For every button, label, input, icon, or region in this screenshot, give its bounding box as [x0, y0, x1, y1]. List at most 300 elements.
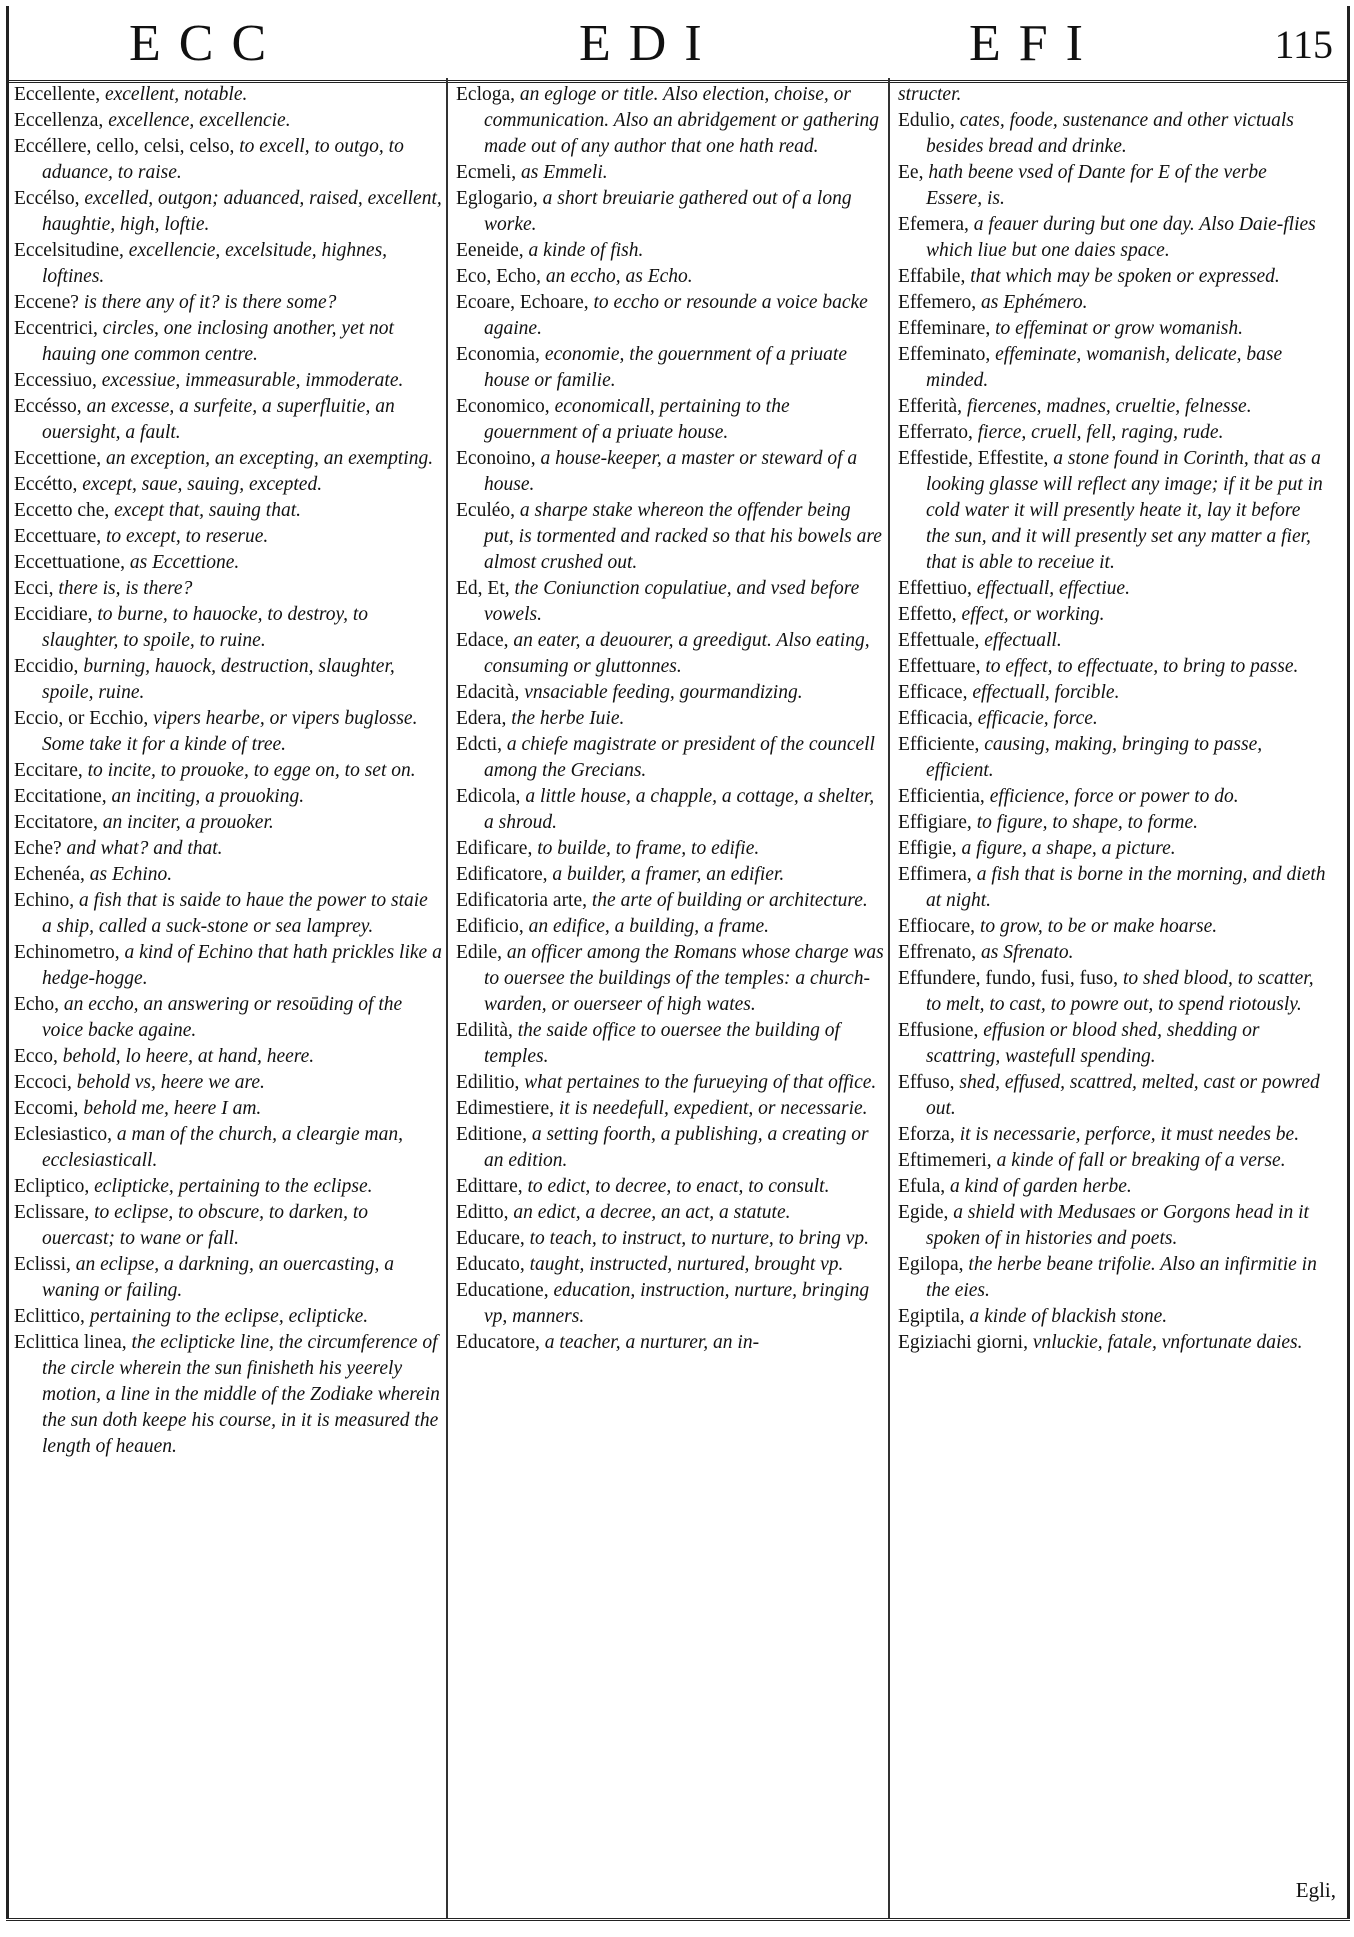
- entry-definition: a fish that is borne in the morning, and dieth at night.: [926, 864, 1326, 911]
- entry-headword: Edificare,: [456, 838, 533, 859]
- entry-definition: structer.: [898, 84, 962, 105]
- dictionary-entry: [14, 706, 442, 758]
- entry-definition: except, saue, sauing, excepted.: [82, 474, 323, 495]
- entry-definition: a man of the church, a cleargie man, ecclesiasticall.: [42, 1124, 404, 1171]
- dictionary-entry: [14, 888, 442, 940]
- entry-definition: that which may be spoken or expressed.: [970, 266, 1280, 287]
- entry-headword: Egiziachi giorni,: [898, 1332, 1028, 1353]
- dictionary-entry: [14, 290, 442, 316]
- entry-headword: Echino,: [14, 890, 75, 911]
- running-header: [9, 6, 1347, 83]
- dictionary-entry: [898, 862, 1326, 914]
- dictionary-entry: [456, 1174, 884, 1200]
- entry-definition: a sharpe stake whereon the offender being put, is tormented and racked so that his bowels are almost crushed out.: [484, 500, 882, 573]
- entry-definition: economicall, pertaining to the gouernment of a priuate house.: [484, 396, 790, 443]
- entry-definition: effectuall, effectiue.: [976, 578, 1130, 599]
- entry-headword: Edificatore,: [456, 864, 548, 885]
- entry-headword: Effemero,: [898, 292, 977, 313]
- entry-definition: an egloge or title. Also election, choise, or communication. Also an abridgement or gathering made out of any author that one hath read.: [484, 84, 880, 157]
- dictionary-entry: [898, 1018, 1326, 1070]
- entry-definition: efficacie, force.: [977, 708, 1098, 729]
- entry-headword: Educare,: [456, 1228, 525, 1249]
- dictionary-entry: [898, 732, 1326, 784]
- entry-definition: effusion or blood shed, shedding or scattring, wastefull spending.: [926, 1020, 1260, 1067]
- entry-headword: Ecliptico,: [14, 1176, 90, 1197]
- dictionary-entry: [456, 914, 884, 940]
- entry-definition: behold, lo heere, at hand, heere.: [62, 1046, 315, 1067]
- dictionary-entry: [14, 1096, 442, 1122]
- entry-headword: Efficientia,: [898, 786, 985, 807]
- entry-headword: Econoino,: [456, 448, 536, 469]
- dictionary-entry: [14, 992, 442, 1044]
- dictionary-entry: [14, 940, 442, 992]
- entry-definition: a little house, a chapple, a cottage, a shelter, a shroud.: [484, 786, 875, 833]
- entry-headword: Economia,: [456, 344, 540, 365]
- dictionary-entry: [898, 1122, 1326, 1148]
- entry-headword: Effimera,: [898, 864, 972, 885]
- entry-headword: Eccitatione,: [14, 786, 107, 807]
- entry-definition: to incite, to prouoke, to egge on, to set on.: [87, 760, 416, 781]
- dictionary-entry: [898, 602, 1326, 628]
- entry-headword: Edulio,: [898, 110, 955, 131]
- entry-headword: Eccettuatione,: [14, 552, 125, 573]
- column-3: [898, 82, 1326, 1900]
- entry-definition: to effeminat or grow womanish.: [995, 318, 1244, 339]
- dictionary-entry: [898, 82, 1326, 108]
- entry-definition: a kind of garden herbe.: [949, 1176, 1132, 1197]
- entry-headword: Eccio, or Ecchio,: [14, 708, 149, 729]
- entry-headword: Echo,: [14, 994, 59, 1015]
- entry-headword: Eccelsitudine,: [14, 240, 124, 261]
- entry-definition: taught, instructed, nurtured, brought vp.: [529, 1254, 844, 1275]
- entry-definition: behold vs, heere we are.: [76, 1072, 265, 1093]
- dictionary-entry: [898, 316, 1326, 342]
- dictionary-entry: [14, 524, 442, 550]
- entry-definition: excessiue, immeasurable, immoderate.: [101, 370, 404, 391]
- entry-headword: Eglogario,: [456, 188, 538, 209]
- entry-headword: Eclesiastico,: [14, 1124, 113, 1145]
- dictionary-entry: [14, 602, 442, 654]
- dictionary-entry: [14, 498, 442, 524]
- entry-headword: Eeneide,: [456, 240, 524, 261]
- dictionary-entry: [14, 472, 442, 498]
- dictionary-entry: [456, 446, 884, 498]
- entry-headword: Eco, Echo,: [456, 266, 542, 287]
- dictionary-entry: [14, 1304, 442, 1330]
- dictionary-entry: [456, 1200, 884, 1226]
- entry-headword: Eccettuare,: [14, 526, 102, 547]
- entry-definition: the saide office to ouersee the building of temples.: [484, 1020, 840, 1067]
- entry-headword: Egiptila,: [898, 1306, 965, 1327]
- entry-definition: an inciting, a prouoking.: [111, 786, 305, 807]
- entry-headword: Edace,: [456, 630, 509, 651]
- entry-definition: an edict, a decree, an act, a statute.: [513, 1202, 791, 1223]
- entry-headword: Eccidiare,: [14, 604, 93, 625]
- entry-headword: Ed, Et,: [456, 578, 510, 599]
- dictionary-entry: [14, 862, 442, 888]
- entry-headword: Eculéo,: [456, 500, 516, 521]
- entry-definition: the eclipticke line, the circumference of the circle wherein the sun finisheth his yeerely motion, a line in the middle of the Zodiake wherein the sun doth keepe his course, in it is measured the length of heauen.: [42, 1332, 440, 1457]
- header-left-guide: ECC: [129, 15, 285, 72]
- dictionary-entry: [456, 394, 884, 446]
- entry-headword: Effusione,: [898, 1020, 979, 1041]
- bottom-rule: [6, 1918, 1350, 1921]
- column-divider-1: [446, 78, 448, 1918]
- dictionary-entry: [14, 1330, 442, 1460]
- entry-headword: Effiocare,: [898, 916, 976, 937]
- entry-definition: a figure, a shape, a picture.: [961, 838, 1176, 859]
- entry-definition: the herbe Iuie.: [511, 708, 625, 729]
- entry-definition: a builder, a framer, an edifier.: [552, 864, 785, 885]
- dictionary-entry: [456, 940, 884, 1018]
- entry-definition: an exception, an excepting, an exempting.: [106, 448, 434, 469]
- dictionary-entry: [14, 446, 442, 472]
- dictionary-entry: [456, 1018, 884, 1070]
- dictionary-entry: [14, 186, 442, 238]
- dictionary-entry: [456, 732, 884, 784]
- entry-headword: Eccomi,: [14, 1098, 79, 1119]
- entry-definition: to eccho or resounde a voice backe againe.: [484, 292, 868, 339]
- entry-definition: to grow, to be or make hoarse.: [979, 916, 1218, 937]
- column-2: [456, 82, 884, 1900]
- entry-headword: Effetto,: [898, 604, 957, 625]
- entry-definition: what pertaines to the furueying of that office.: [524, 1072, 877, 1093]
- dictionary-entry: [14, 576, 442, 602]
- entry-definition: effeminate, womanish, delicate, base minded.: [926, 344, 1283, 391]
- entry-headword: Effettuare,: [898, 656, 981, 677]
- dictionary-entry: [898, 160, 1326, 212]
- entry-definition: behold me, heere I am.: [83, 1098, 262, 1119]
- entry-definition: shed, effused, scattred, melted, cast or powred out.: [926, 1072, 1320, 1119]
- entry-definition: education, instruction, nurture, bringing vp, manners.: [484, 1280, 870, 1327]
- entry-definition: cates, foode, sustenance and other victuals besides bread and drinke.: [926, 110, 1294, 157]
- dictionary-entry: [898, 290, 1326, 316]
- entry-headword: Efficiente,: [898, 734, 980, 755]
- entry-headword: Eclittico,: [14, 1306, 85, 1327]
- entry-headword: Eccettione,: [14, 448, 102, 469]
- dictionary-entry: [456, 862, 884, 888]
- entry-definition: a house-keeper, a master or steward of a house.: [484, 448, 858, 495]
- entry-definition: a short breuiarie gathered out of a long worke.: [484, 188, 852, 235]
- entry-headword: Efula,: [898, 1176, 946, 1197]
- entry-definition: eclipticke, pertaining to the eclipse.: [94, 1176, 373, 1197]
- entry-headword: Ecoare, Echoare,: [456, 292, 589, 313]
- dictionary-entry: [456, 888, 884, 914]
- entry-headword: Eftimemeri,: [898, 1150, 992, 1171]
- dictionary-entry: [898, 1200, 1326, 1252]
- entry-headword: Egilopa,: [898, 1254, 964, 1275]
- entry-definition: vnluckie, fatale, vnfortunate daies.: [1032, 1332, 1303, 1353]
- entry-headword: Edificio,: [456, 916, 524, 937]
- entry-definition: burning, hauock, destruction, slaughter, spoile, ruine.: [42, 656, 395, 703]
- entry-definition: circles, one inclosing another, yet not hauing one common centre.: [42, 318, 394, 365]
- dictionary-entry: [898, 1070, 1326, 1122]
- entry-definition: excellent, notable.: [104, 84, 248, 105]
- entry-definition: the arte of building or architecture.: [591, 890, 868, 911]
- entry-headword: Effettiuo,: [898, 578, 972, 599]
- entry-headword: Efemera,: [898, 214, 969, 235]
- dictionary-entry: [898, 264, 1326, 290]
- dictionary-entry: [14, 82, 442, 108]
- dictionary-entry: [456, 1070, 884, 1096]
- entry-definition: a shield with Medusaes or Gorgons head in it spoken of in histories and poets.: [926, 1202, 1309, 1249]
- entry-headword: Edera,: [456, 708, 507, 729]
- dictionary-entry: [898, 914, 1326, 940]
- entry-headword: Edittare,: [456, 1176, 523, 1197]
- entry-definition: an inciter, a prouoker.: [102, 812, 274, 833]
- entry-definition: to builde, to frame, to edifie.: [537, 838, 760, 859]
- dictionary-entry: [456, 342, 884, 394]
- entry-headword: Effeminare,: [898, 318, 991, 339]
- dictionary-entry: [898, 342, 1326, 394]
- entry-definition: fiercenes, madnes, crueltie, felnesse.: [966, 396, 1252, 417]
- dictionary-entry: [14, 654, 442, 706]
- dictionary-entry: [456, 82, 884, 160]
- dictionary-entry: [898, 966, 1326, 1018]
- dictionary-entry: [456, 1122, 884, 1174]
- entry-headword: Eccoci,: [14, 1072, 72, 1093]
- entry-headword: Edacità,: [456, 682, 520, 703]
- entry-headword: Ee,: [898, 162, 924, 183]
- entry-definition: an eccho, an answering or resoūding of the voice backe againe.: [42, 994, 403, 1041]
- entry-definition: to edict, to decree, to enact, to consult.: [527, 1176, 830, 1197]
- entry-headword: Educatione,: [456, 1280, 549, 1301]
- catchword: Egli,: [1295, 1878, 1336, 1902]
- dictionary-entry: [456, 264, 884, 290]
- entry-definition: a stone found in Corinth, that as a looking glasse will reflect any image; if it be put in cold water it will presently heate it, lay it before the sun, and it will presently set any matter a fier, that is able to receiue it.: [926, 448, 1323, 573]
- entry-definition: the Coniunction copulatiue, and vsed before vowels.: [484, 578, 860, 625]
- entry-headword: Eccellente,: [14, 84, 101, 105]
- dictionary-entry: [14, 784, 442, 810]
- entry-definition: a teacher, a nurturer, an in-: [544, 1332, 760, 1353]
- entry-headword: Efferità,: [898, 396, 963, 417]
- entry-headword: Eccetto che,: [14, 500, 110, 521]
- entry-definition: excellence, excellencie.: [108, 110, 291, 131]
- dictionary-entry: [898, 394, 1326, 420]
- dictionary-entry: [898, 1330, 1326, 1356]
- entry-definition: an excesse, a surfeite, a superfluitie, an ouersight, a fault.: [42, 396, 395, 443]
- entry-definition: as Eccettione.: [129, 552, 240, 573]
- dictionary-entry: [898, 446, 1326, 576]
- entry-headword: Effabile,: [898, 266, 966, 287]
- dictionary-entry: [456, 680, 884, 706]
- entry-definition: an edifice, a building, a frame.: [528, 916, 770, 937]
- dictionary-entry: [898, 680, 1326, 706]
- entry-definition: to effect, to effectuate, to bring to passe.: [985, 656, 1299, 677]
- entry-definition: causing, making, bringing to passe, efficient.: [926, 734, 1263, 781]
- entry-headword: Edcti,: [456, 734, 503, 755]
- entry-headword: Ecmeli,: [456, 162, 517, 183]
- dictionary-entry: [456, 1252, 884, 1278]
- dictionary-entry: [898, 628, 1326, 654]
- entry-definition: to figure, to shape, to forme.: [976, 812, 1199, 833]
- dictionary-entry: [456, 1226, 884, 1252]
- entry-headword: Edilitio,: [456, 1072, 520, 1093]
- dictionary-entry: [898, 576, 1326, 602]
- entry-definition: an eclipse, a darkning, an ouercasting, a waning or failing.: [42, 1254, 395, 1301]
- dictionary-entry: [14, 836, 442, 862]
- entry-headword: Educato,: [456, 1254, 525, 1275]
- dictionary-entry: [898, 420, 1326, 446]
- dictionary-entry: [14, 1044, 442, 1070]
- dictionary-entry: [456, 160, 884, 186]
- entry-headword: Editione,: [456, 1124, 527, 1145]
- entry-definition: hath beene vsed of Dante for E of the verbe Essere, is.: [926, 162, 1267, 209]
- entry-headword: Eccésso,: [14, 396, 82, 417]
- entry-headword: Eforza,: [898, 1124, 955, 1145]
- entry-definition: excellencie, excelsitude, highnes, loftines.: [42, 240, 388, 287]
- entry-definition: effectuall, forcible.: [972, 682, 1120, 703]
- dictionary-entry: [14, 1070, 442, 1096]
- entry-definition: to eclipse, to obscure, to darken, to ouercast; to wane or fall.: [42, 1202, 368, 1249]
- dictionary-entry: [898, 1252, 1326, 1304]
- entry-headword: Eche?: [14, 838, 62, 859]
- dictionary-entry: [14, 758, 442, 784]
- entry-headword: Efferrato,: [898, 422, 973, 443]
- entry-definition: except that, sauing that.: [114, 500, 301, 521]
- entry-headword: Eccitare,: [14, 760, 83, 781]
- entry-definition: to excell, to outgo, to aduance, to raise.: [42, 136, 404, 183]
- dictionary-entry: [898, 108, 1326, 160]
- entry-definition: a kinde of fall or breaking of a verse.: [996, 1150, 1286, 1171]
- entry-headword: Ecloga,: [456, 84, 516, 105]
- entry-definition: it is necessarie, perforce, it must needes be.: [959, 1124, 1300, 1145]
- entry-headword: Effestide, Effestite,: [898, 448, 1049, 469]
- entry-headword: Ecci,: [14, 578, 54, 599]
- entry-headword: Educatore,: [456, 1332, 540, 1353]
- entry-definition: vipers hearbe, or vipers buglosse. Some take it for a kinde of tree.: [42, 708, 418, 755]
- dictionary-entry: [456, 498, 884, 576]
- entry-headword: Effigie,: [898, 838, 957, 859]
- dictionary-entry: [456, 576, 884, 628]
- entry-definition: a kinde of blackish stone.: [969, 1306, 1168, 1327]
- entry-definition: a kind of Echino that hath prickles like a hedge-hogge.: [42, 942, 442, 989]
- dictionary-entry: [898, 810, 1326, 836]
- dictionary-entry: [456, 186, 884, 238]
- entry-headword: Eccentrici,: [14, 318, 98, 339]
- entry-headword: Eccessiuo,: [14, 370, 97, 391]
- entry-headword: Edificatoria arte,: [456, 890, 588, 911]
- dictionary-entry: [14, 810, 442, 836]
- entry-headword: Effuso,: [898, 1072, 955, 1093]
- dictionary-entry: [456, 1330, 884, 1356]
- page-number: 115: [1274, 22, 1333, 67]
- entry-definition: excelled, outgon; aduanced, raised, excellent, haughtie, high, loftie.: [42, 188, 442, 235]
- entry-definition: to shed blood, to scatter, to melt, to cast, to powre out, to spend riotously.: [926, 968, 1314, 1015]
- entry-definition: there is, is there?: [58, 578, 193, 599]
- dictionary-entry: [14, 1122, 442, 1174]
- dictionary-entry: [14, 394, 442, 446]
- entry-definition: it is needefull, expedient, or necessarie.: [558, 1098, 868, 1119]
- entry-headword: Eccene?: [14, 292, 79, 313]
- entry-headword: Eccéllere, cello, celsi, celso,: [14, 136, 235, 157]
- entry-definition: effect, or working.: [961, 604, 1105, 625]
- entry-definition: to teach, to instruct, to nurture, to bring vp.: [529, 1228, 870, 1249]
- entry-headword: Efficace,: [898, 682, 968, 703]
- entry-definition: vnsaciable feeding, gourmandizing.: [524, 682, 803, 703]
- dictionary-entry: [14, 238, 442, 290]
- entry-definition: an eater, a deuourer, a greedigut. Also eating, consuming or gluttonnes.: [484, 630, 870, 677]
- entry-headword: Eccétto,: [14, 474, 78, 495]
- dictionary-entry: [456, 706, 884, 732]
- dictionary-entry: [898, 1148, 1326, 1174]
- dictionary-entry: [456, 628, 884, 680]
- entry-headword: Eclittica linea,: [14, 1332, 127, 1353]
- entry-definition: a setting foorth, a publishing, a creating or an edition.: [484, 1124, 869, 1171]
- entry-headword: Eccellenza,: [14, 110, 104, 131]
- dictionary-entry: [456, 1278, 884, 1330]
- entry-headword: Effettuale,: [898, 630, 980, 651]
- entry-headword: Effigiare,: [898, 812, 972, 833]
- entry-headword: Eccidio,: [14, 656, 79, 677]
- dictionary-entry: [898, 836, 1326, 862]
- entry-definition: as Echino.: [89, 864, 173, 885]
- dictionary-entry: [456, 784, 884, 836]
- dictionary-entry: [14, 1252, 442, 1304]
- entry-headword: Edicola,: [456, 786, 521, 807]
- entry-definition: economie, the gouernment of a priuate house or familie.: [484, 344, 847, 391]
- entry-headword: Eclissare,: [14, 1202, 90, 1223]
- dictionary-entry: [898, 1174, 1326, 1200]
- dictionary-entry: [14, 1200, 442, 1252]
- entry-headword: Edile,: [456, 942, 503, 963]
- dictionary-entry: [898, 940, 1326, 966]
- dictionary-entry: [14, 550, 442, 576]
- dictionary-entry: [14, 1174, 442, 1200]
- entry-definition: an eccho, as Echo.: [545, 266, 693, 287]
- entry-headword: Eclissi,: [14, 1254, 71, 1275]
- entry-headword: Economico,: [456, 396, 550, 417]
- dictionary-entry: [14, 368, 442, 394]
- entry-headword: Ecco,: [14, 1046, 58, 1067]
- entry-definition: a chiefe magistrate or president of the councell among the Grecians.: [484, 734, 875, 781]
- dictionary-entry: [456, 836, 884, 862]
- entry-definition: an officer among the Romans whose charge was to ouersee the buildings of the temples: a church-warden, or ouerseer of high wates.: [484, 942, 884, 1015]
- entry-definition: is there any of it? is there some?: [83, 292, 337, 313]
- entry-definition: to except, to reserue.: [106, 526, 269, 547]
- entry-definition: as Ephémero.: [981, 292, 1088, 313]
- dictionary-entry: [898, 1304, 1326, 1330]
- header-right-guide: EFI: [969, 15, 1101, 72]
- entry-definition: effectuall.: [984, 630, 1062, 651]
- entry-headword: Egide,: [898, 1202, 949, 1223]
- column-divider-2: [888, 78, 890, 1918]
- entry-headword: Editto,: [456, 1202, 509, 1223]
- dictionary-entry: [456, 1096, 884, 1122]
- dictionary-entry: [898, 654, 1326, 680]
- entry-headword: Effeminato,: [898, 344, 991, 365]
- entry-headword: Eccélso,: [14, 188, 80, 209]
- dictionary-entry: [14, 316, 442, 368]
- entry-headword: Efficacia,: [898, 708, 973, 729]
- header-middle-guide: EDI: [579, 15, 720, 72]
- entry-definition: as Emmeli.: [520, 162, 608, 183]
- dictionary-entry: [898, 784, 1326, 810]
- dictionary-entry: [14, 134, 442, 186]
- entry-headword: Edimestiere,: [456, 1098, 555, 1119]
- entry-definition: and what? and that.: [66, 838, 223, 859]
- dictionary-entry: [456, 290, 884, 342]
- entry-definition: a feauer during but one day. Also Daie-flies which liue but one daies space.: [926, 214, 1316, 261]
- dictionary-entry: [456, 238, 884, 264]
- entry-definition: a kinde of fish.: [528, 240, 644, 261]
- entry-headword: Echenéa,: [14, 864, 85, 885]
- entry-headword: Echinometro,: [14, 942, 120, 963]
- dictionary-entry: [898, 706, 1326, 732]
- entry-headword: Effundere, fundo, fusi, fuso,: [898, 968, 1119, 989]
- entry-headword: Edilità,: [456, 1020, 513, 1041]
- entry-headword: Effrenato,: [898, 942, 977, 963]
